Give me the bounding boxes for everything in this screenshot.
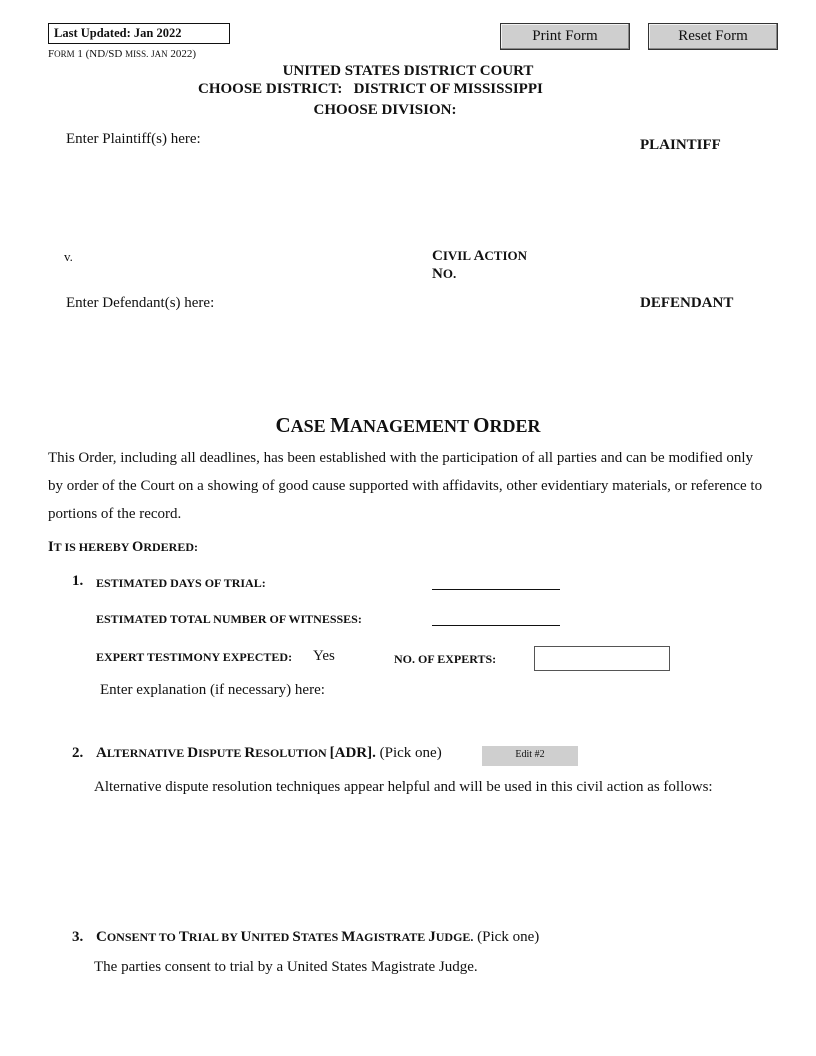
versus-label: v. [64, 249, 73, 264]
print-form-button[interactable]: Print Form [500, 23, 630, 50]
adr-heading [96, 745, 442, 762]
expert-testimony-label: EXPERT TESTIMONY EXPECTED: [96, 650, 293, 664]
civil-c: C [432, 248, 443, 264]
no-rest: O. [442, 266, 457, 281]
title-c: C [275, 413, 291, 437]
adr-h-lternative: LTERNATIVE [106, 746, 188, 760]
experts-count-input[interactable] [534, 646, 670, 671]
section-3-number: 3. [72, 929, 84, 945]
adr-pick-one: (Pick one) [375, 745, 442, 761]
civil-rest: IVIL [442, 248, 474, 263]
expert-testimony-select[interactable]: Yes [313, 648, 335, 664]
reset-form-button[interactable]: Reset Form [648, 23, 778, 50]
form-id-mid: 1 (ND/SD [74, 48, 126, 60]
title-ase: ASE [290, 416, 331, 436]
section-1-number: 1. [72, 573, 84, 589]
consent-h-t: T [178, 929, 189, 945]
title-rder: RDER [489, 416, 541, 436]
explanation-input[interactable]: Enter explanation (if necessary) here: [100, 682, 325, 698]
title-m: M [330, 413, 350, 437]
intro-paragraph: This Order, including all deadlines, has been established with the participation of all parties and can be modified only by order of the Court on a showing of good cause supported with affidavits, other evidentiary materials, or reference to portions of the record. [48, 450, 763, 522]
adr-h-r: R [244, 745, 256, 761]
adr-text: Alternative dispute resolution techniques appear helpful and will be used in this civil action as follows: [94, 779, 713, 795]
form-id-end: 2022) [167, 48, 197, 60]
action-rest: CTION [484, 248, 528, 263]
division-select[interactable]: CHOOSE DIVISION: [313, 102, 457, 118]
civil-action-label [432, 247, 527, 283]
form-identifier [48, 48, 196, 60]
court-name: UNITED STATES DISTRICT COURT [282, 63, 534, 79]
adr-h-adr: [ADR]. [329, 745, 376, 761]
action-a: A [473, 248, 485, 264]
witnesses-label: ESTIMATED TOTAL NUMBER OF WITNESSES: [96, 612, 362, 626]
ordered-i: I [48, 539, 54, 555]
trial-days-field[interactable] [432, 589, 560, 590]
plaintiff-label: PLAINTIFF [640, 137, 721, 153]
consent-h-c: C [96, 929, 107, 945]
ordered-mid: T IS HEREBY [53, 540, 133, 554]
consent-pick-one: (Pick one) [473, 929, 540, 945]
consent-heading [96, 929, 539, 946]
last-updated-box: Last Updated: Jan 2022 [48, 23, 230, 44]
title-o: O [473, 413, 490, 437]
consent-h-rial: RIAL BY [188, 930, 241, 944]
defendant-input[interactable]: Enter Defendant(s) here: [66, 295, 215, 311]
edit-2-button[interactable]: Edit #2 [482, 746, 578, 766]
defendant-label: DEFENDANT [640, 295, 734, 311]
adr-h-d: D [187, 745, 199, 761]
consent-h-agistrate: AGISTRATE [355, 930, 429, 944]
consent-h-onsent: ONSENT TO [106, 930, 179, 944]
district-select[interactable]: CHOOSE DISTRICT: DISTRICT OF MISSISSIPPI [198, 81, 543, 97]
form-id-small-c: JAN [151, 49, 168, 59]
consent-h-udge: UDGE. [435, 930, 474, 944]
page-title [0, 413, 816, 438]
no-n: N [432, 266, 443, 282]
plaintiff-input[interactable]: Enter Plaintiff(s) here: [66, 131, 201, 147]
adr-h-esolution: ESOLUTION [255, 746, 330, 760]
consent-h-tates: TATES [300, 930, 342, 944]
experts-count-label: NO. OF EXPERTS: [394, 652, 497, 666]
consent-h-m: M [341, 929, 356, 945]
section-2-number: 2. [72, 745, 84, 761]
trial-days-label: ESTIMATED DAYS OF TRIAL: [96, 576, 266, 590]
ordered-rest: RDERED: [143, 540, 198, 554]
ordered-o: O [132, 539, 144, 555]
form-id-small-b: MISS. [125, 49, 149, 59]
ordered-heading [48, 539, 198, 556]
consent-h-u: U [240, 929, 252, 945]
form-id-big-a: F [48, 48, 55, 60]
consent-h-s: S [292, 929, 301, 945]
title-anagement: ANAGEMENT [349, 416, 474, 436]
consent-h-nited: NITED [251, 930, 293, 944]
witnesses-field[interactable] [432, 625, 560, 626]
consent-text: The parties consent to trial by a United States Magistrate Judge. [94, 959, 478, 975]
adr-h-ispute: ISPUTE [198, 746, 245, 760]
adr-h-a: A [96, 745, 107, 761]
form-id-small-a: ORM [54, 49, 75, 59]
consent-h-j: J [428, 929, 436, 945]
